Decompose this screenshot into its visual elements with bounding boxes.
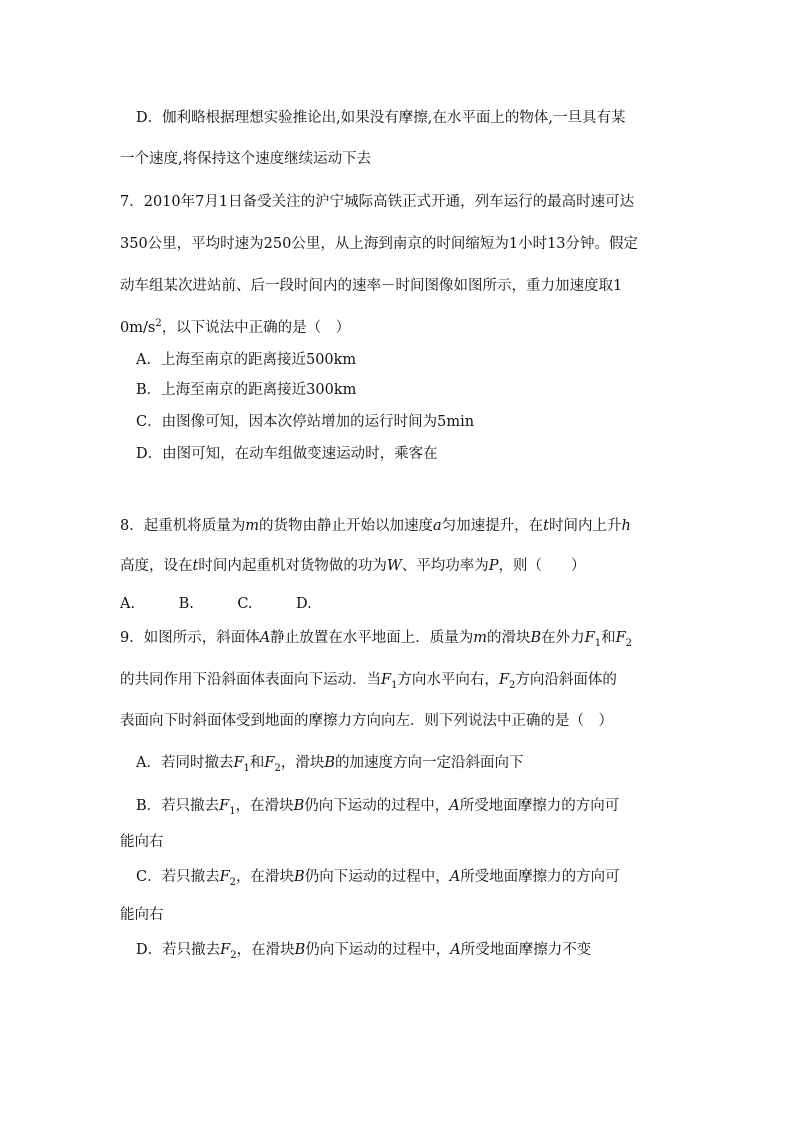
q9-sub-2: 2	[509, 679, 516, 691]
q9-text: 9．如图所示，斜面体	[120, 630, 260, 646]
q9-sub-2: 2	[625, 637, 632, 649]
q9-sub-1: 1	[229, 805, 236, 817]
q9-var-b: B	[294, 869, 305, 885]
q9-text: A．若同时撤去	[136, 755, 234, 771]
q9-text: 和	[249, 755, 265, 771]
q7-stem-end: ，以下说法中正确的是（ ）	[161, 320, 351, 336]
q9-option-d	[136, 940, 591, 960]
q9-sub-1: 1	[243, 762, 250, 774]
q7-stem-line4	[120, 318, 350, 338]
q9-var-f: F	[498, 672, 509, 688]
q7-stem-line2: 350公里，平均时速为250公里，从上海到南京的时间缩短为1小时13分钟。假定	[120, 236, 639, 252]
q6-option-d-cont: 一个速度,将保持这个速度继续运动下去	[120, 151, 372, 167]
q8-text: 时间内上升	[548, 518, 622, 534]
q9-var-f: F	[381, 672, 392, 688]
q9-text: 方向水平向右，	[397, 672, 499, 688]
q9-text: 在外力	[541, 630, 585, 646]
q9-var-b: B	[530, 630, 542, 646]
q9-var-f: F	[233, 755, 244, 771]
q6-option-d: D．伽利略根据理想实验推论出,如果没有摩擦,在水平面上的物体,一旦具有某	[136, 110, 626, 126]
q9-var-f: F	[615, 630, 626, 646]
q7-accel-exponent: 2	[155, 318, 162, 330]
q9-text: 仍向下运动的过程中，	[305, 942, 451, 958]
q9-sub-2: 2	[274, 762, 281, 774]
q8-text: 高度，设在	[120, 558, 193, 574]
q8-var-h: h	[621, 518, 631, 534]
q8-var-p: P	[488, 558, 499, 574]
q9-text: D．若只撤去	[136, 942, 221, 958]
q7-option-d: D．由图可知，在动车组做变速运动时，乘客在	[136, 446, 438, 462]
q9-text: 静止放置在水平地面上．质量为	[270, 630, 474, 646]
q7-stem-line1: 7．2010年7月1日备受关注的沪宁城际高铁正式开通，列车运行的最高时速可达	[120, 194, 635, 210]
q9-option-b	[136, 796, 619, 816]
q9-var-f: F	[264, 755, 275, 771]
q9-text: 的共同作用下沿斜面体表面向下运动．当	[120, 672, 381, 688]
q8-stem-line1	[120, 516, 631, 536]
q9-sub-2: 2	[230, 949, 237, 961]
q9-text: ，在滑块	[236, 869, 295, 885]
q9-stem-line1	[120, 628, 632, 648]
q9-text: 和	[601, 630, 616, 646]
q9-text: 所受地面摩擦力不变	[460, 942, 592, 958]
q9-var-m: m	[473, 630, 487, 646]
q8-text: 时间内起重机对货物做的功为	[198, 558, 387, 574]
q8-var-t: t	[192, 558, 199, 574]
q8-text: 匀加速提升，在	[441, 518, 544, 534]
q9-var-b: B	[324, 755, 336, 771]
q9-stem-line3: 表面向下时斜面体受到地面的摩擦力方向向左．则下列说法中正确的是（ ）	[120, 713, 613, 729]
q9-sub-1: 1	[391, 679, 398, 691]
q9-text: B．若只撤去	[136, 798, 220, 814]
q7-option-b: B．上海至南京的距离接近300km	[136, 382, 357, 398]
q8-stem-line2	[120, 556, 586, 576]
q9-text: 的加速度方向一定沿斜面向下	[335, 755, 524, 771]
q9-text: ，滑块	[280, 755, 325, 771]
q8-text: 的货物由静止开始以加速度	[258, 518, 433, 534]
q9-var-f: F	[220, 942, 231, 958]
q9-text: 的滑块	[486, 630, 531, 646]
q9-text: C．若只撤去	[136, 869, 220, 885]
q9-var-a: A	[450, 942, 461, 958]
q9-text: 仍向下运动的过程中，	[304, 798, 450, 814]
q7-option-a: A．上海至南京的距离接近500km	[136, 352, 357, 368]
q9-var-f: F	[219, 869, 230, 885]
q8-text: 8．起重机将质量为	[120, 518, 246, 534]
q9-text: ，在滑块	[236, 942, 295, 958]
q7-accel-value: 0m/s	[120, 320, 156, 336]
q9-text: 所受地面摩擦力的方向可	[459, 798, 620, 814]
q9-option-a	[136, 753, 524, 773]
q8-options: A. B. C. D.	[120, 596, 312, 612]
q9-var-a: A	[449, 869, 461, 885]
q7-option-c: C．由图像可知，因本次停站增加的运行时间为5min	[136, 414, 475, 430]
q9-text: ，在滑块	[235, 798, 294, 814]
q8-var-a: a	[432, 518, 442, 534]
q9-stem-line2	[120, 670, 617, 690]
q9-option-c	[136, 867, 620, 887]
q7-stem-line3: 动车组某次进站前、后一段时间内的速率－时间图像如图所示，重力加速度取1	[120, 278, 623, 294]
q9-var-f: F	[584, 630, 595, 646]
q9-sub-1: 1	[594, 637, 602, 649]
q9-option-b-cont: 能向右	[120, 834, 164, 850]
q8-var-w: W	[386, 558, 402, 574]
q9-var-a: A	[259, 630, 271, 646]
q8-text: ，则（ ）	[498, 558, 586, 574]
q9-option-c-cont: 能向右	[120, 907, 164, 923]
q9-var-b: B	[294, 942, 306, 958]
q9-var-a: A	[449, 798, 460, 814]
q9-var-f: F	[219, 798, 230, 814]
q8-var-m: m	[245, 518, 259, 534]
q9-text: 所受地面摩擦力的方向可	[460, 869, 620, 885]
q9-var-b: B	[293, 798, 305, 814]
q9-sub-2: 2	[229, 876, 237, 888]
q9-text: 仍向下运动的过程中，	[304, 869, 450, 885]
q8-text: 、平均功率为	[401, 558, 489, 574]
q9-text: 方向沿斜面体的	[515, 672, 617, 688]
q8-var-t: t	[543, 518, 549, 534]
